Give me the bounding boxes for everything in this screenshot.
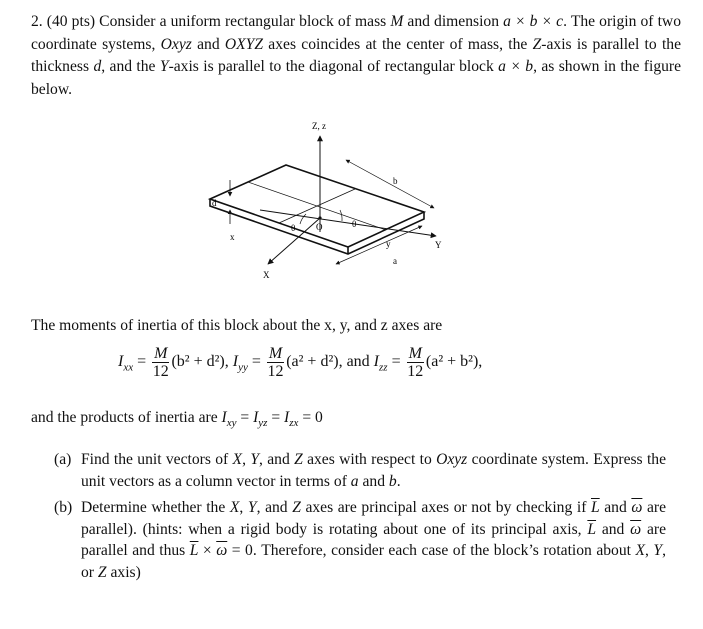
part-a-fragment: and [358, 472, 389, 490]
block-diagram [196, 114, 456, 292]
Iyz-symbol: I [253, 409, 259, 426]
d-dimension-label: d [212, 198, 217, 208]
Ixx-term: (b² + d²), [171, 353, 233, 371]
part-b-fragment: = 0. Therefore, consider each case of the block’s rotation about [227, 542, 636, 559]
angular-velocity-vector: $\overline{\omega}$ [216, 542, 228, 559]
intro-text: -axis is parallel to the thickness [31, 35, 682, 75]
part-b-fragment: are parallel). (hints: when a rigid body is rotating about one of its principal axis, [81, 499, 667, 538]
Y-axis-label: Y [435, 240, 442, 250]
axis-Z: Z [294, 451, 303, 468]
Izz-subscript: zz [379, 361, 388, 374]
theta-label-right: θ [352, 219, 357, 229]
symbol-b: b [388, 472, 397, 490]
Ixx-subscript: xx [123, 361, 134, 374]
part-b-fragment: are parallel and thus [81, 520, 667, 559]
thickness-symbol: d [93, 58, 102, 75]
fraction-M-12 [267, 345, 284, 380]
intro-text: , as shown in the figure below. [31, 58, 682, 98]
fraction-numerator: M [408, 345, 422, 362]
part-b-fragment: , [645, 542, 654, 559]
intro-text: 2. (40 pts) Consider a uniform rectangular block of mass [31, 13, 391, 30]
Iyy-symbol: I [232, 353, 239, 371]
part-b-text [81, 497, 666, 583]
Ixx-symbol: I [118, 353, 124, 371]
fraction-numerator: M [268, 345, 283, 362]
angular-momentum-vector: $\overline{L}$ [189, 542, 199, 559]
fraction-denominator: 12 [152, 363, 169, 380]
axis-Y: Y [250, 451, 259, 468]
part-a-fragment: axes with respect to [302, 451, 437, 468]
symbol-a: a [350, 472, 359, 490]
Izz-symbol: I [373, 353, 379, 371]
part-a [54, 449, 666, 492]
intro-text: , and the [101, 58, 160, 75]
part-a-fragment: coordinate system. Express the unit vectors as a column vector in terms of [81, 451, 666, 490]
axis-Y: Y [653, 542, 663, 559]
fraction-M-12 [407, 345, 424, 380]
intro-text: and dimension [403, 13, 504, 30]
intro-text: -axis is parallel to the diagonal of rectangular block [168, 58, 499, 75]
fraction-denominator: 12 [407, 363, 424, 380]
equals-sign: = [137, 353, 147, 371]
z-axis-symbol: Z [532, 35, 542, 53]
fraction-denominator: 12 [267, 363, 284, 380]
X-axis-label: X [263, 270, 270, 280]
part-b-fragment: Determine whether the [81, 499, 230, 516]
part-a-label: (a) [54, 451, 72, 468]
equals-sign: = [267, 409, 285, 426]
theta-label-left: θ [291, 223, 296, 233]
x-axis-label: x [230, 232, 235, 242]
equals-sign: = [251, 353, 261, 371]
origin-label: O [316, 222, 323, 232]
Iyz-subscript: yz [258, 417, 268, 430]
part-b-label: (b) [54, 499, 73, 516]
theta-arc-left [300, 214, 306, 224]
part-b-fragment: and [599, 499, 632, 516]
angular-velocity-vector: $\overline{\omega}$ [630, 520, 642, 538]
part-a-fragment: , and [259, 451, 295, 468]
b-dimension-label: b [393, 176, 398, 186]
intro-text: . The origin of two coordinate systems, [31, 13, 681, 53]
Ixy-symbol: I [221, 409, 227, 426]
part-a-fragment: . [396, 472, 401, 490]
part-b-fragment: axes are principal axes or not by checking if [300, 499, 591, 516]
axis-Z: Z [97, 563, 107, 581]
zero-value: = 0 [298, 409, 323, 426]
Iyy-term: (a² + d²), and [286, 353, 374, 371]
angular-velocity-vector: $\overline{\omega}$ [631, 499, 643, 516]
Izx-subscript: zx [289, 417, 299, 430]
intro-text: axes coincides at the center of mass, the [263, 35, 533, 53]
fraction-numerator: M [154, 345, 168, 362]
y-axis-symbol: Y [159, 58, 169, 75]
coordinate-system-OXYZ: OXYZ [224, 35, 264, 53]
Iyy-subscript: yy [238, 361, 248, 374]
z-axis-label: Z, z [312, 121, 326, 131]
block-face-expression: a × b [498, 58, 534, 75]
part-b [54, 497, 666, 583]
a-dimension-line [336, 226, 422, 264]
cross-product-sign: × [198, 542, 217, 559]
axis-X: X [229, 499, 240, 516]
moments-sentence [31, 315, 442, 337]
angular-momentum-vector: $\overline{L}$ [590, 499, 600, 516]
products-sentence [31, 407, 323, 434]
a-dimension-label: a [393, 256, 397, 266]
part-a-text [81, 449, 666, 492]
y-axis-label: y [386, 239, 391, 249]
equals-sign: = [391, 353, 401, 371]
axis-Z: Z [292, 499, 301, 516]
inertia-equation [118, 345, 482, 380]
part-b-fragment: and [596, 520, 631, 538]
moments-text: The moments of inertia of this block about the x, y, and z axes are [31, 317, 443, 334]
intro-text: and [191, 35, 225, 53]
axis-Y: Y [247, 499, 257, 516]
angular-momentum-vector: $\overline{L}$ [587, 520, 597, 538]
part-b-fragment: , and [256, 499, 293, 516]
part-b-fragment: , [239, 499, 248, 516]
coordinate-system-oxyz: Oxyz [436, 451, 468, 468]
dimension-expression: a × b × c [503, 13, 564, 30]
part-a-fragment: Find the unit vectors of [81, 451, 233, 468]
origin-point [318, 216, 321, 219]
Izz-term: (a² + b²), [425, 353, 483, 371]
Izx-symbol: I [284, 409, 290, 426]
problem-intro [31, 11, 681, 101]
fraction-M-12 [152, 345, 169, 380]
mass-symbol: M [390, 13, 404, 30]
part-a-fragment: , [242, 451, 251, 468]
coordinate-system-oxyz: Oxyz [160, 35, 192, 53]
axis-X: X [635, 542, 646, 559]
Ixy-subscript: xy [226, 417, 237, 430]
products-text: and the products of inertia are [31, 409, 222, 426]
theta-arc-right [340, 210, 342, 221]
mid-line-b [279, 189, 355, 223]
axis-X: X [232, 451, 243, 468]
part-b-fragment: axis) [106, 563, 141, 581]
equals-sign: = [236, 409, 254, 426]
part-b-fragment: , or [81, 542, 667, 581]
